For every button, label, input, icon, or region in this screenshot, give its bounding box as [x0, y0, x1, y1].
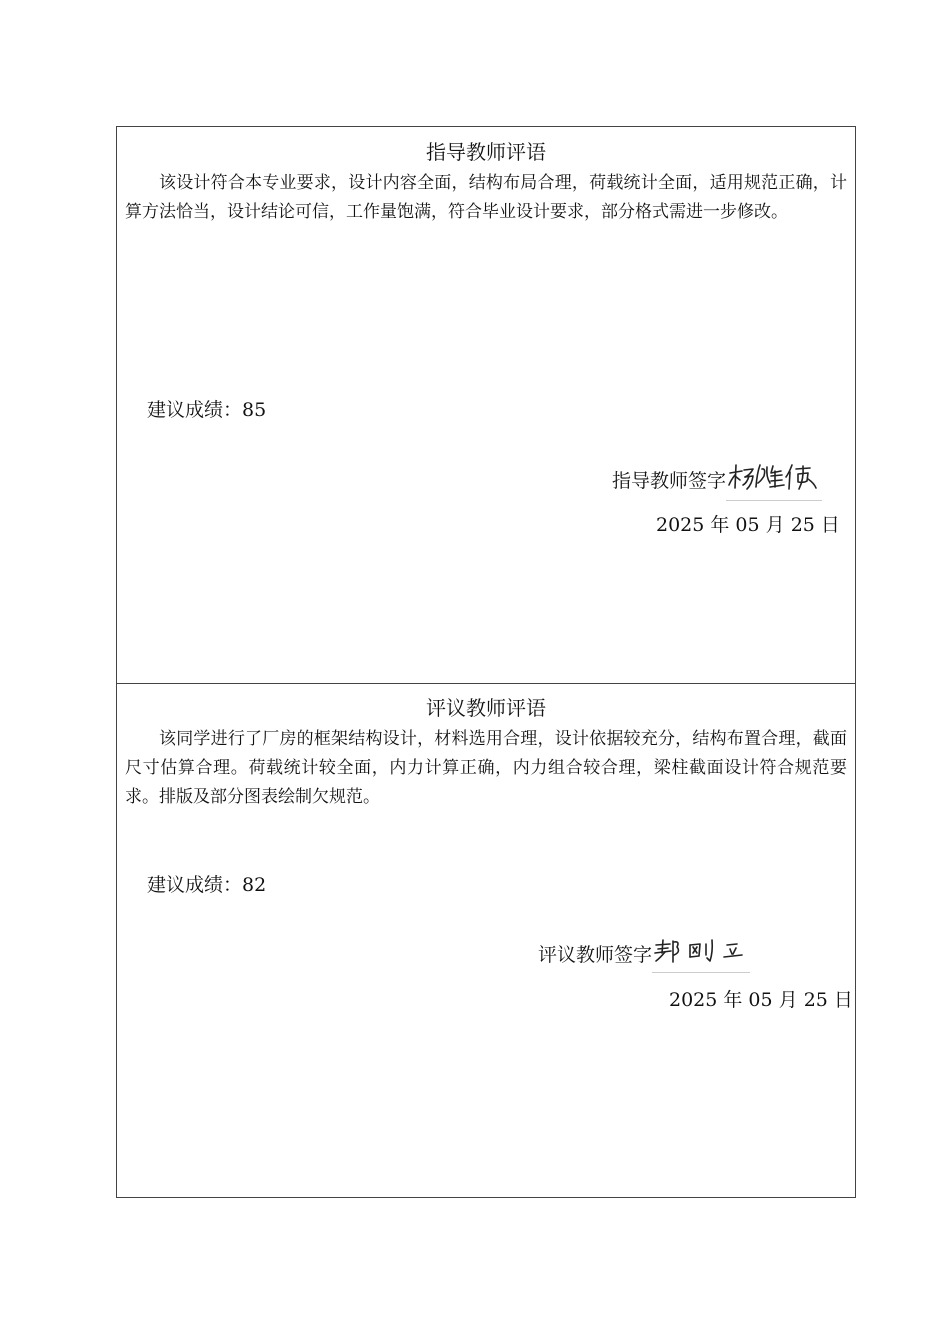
advisor-comment-section [117, 127, 855, 684]
reviewer-grade-label: 建议成绩： [147, 874, 243, 896]
reviewer-signature-row [538, 937, 750, 973]
reviewer-signature-image [652, 937, 750, 973]
reviewer-grade-value: 82 [242, 874, 267, 896]
advisor-handwritten-signature [726, 461, 822, 493]
advisor-grade-label: 建议成绩： [147, 399, 243, 421]
reviewer-handwritten-signature [652, 937, 750, 965]
reviewer-signature-label: 评议教师签字 [538, 944, 653, 966]
reviewer-comment-text: 该同学进行了厂房的框架结构设计，材料选用合理，设计依据较充分，结构布置合理，截面尺寸估算合理。荷载统计较全面，内力计算正确，内力组合较合理，梁柱截面设计符合规范要求。排版及部分图表绘制欠规范。 [125, 729, 847, 807]
advisor-section-heading: 指导教师评语 [426, 140, 546, 164]
reviewer-date: 2025 年 05 月 25 日 [669, 989, 853, 1011]
reviewer-comment-section [117, 683, 855, 1197]
advisor-grade-value: 85 [242, 399, 267, 421]
reviewer-grade [147, 872, 266, 898]
reviewer-section-heading: 评议教师评语 [426, 696, 546, 720]
advisor-signature-image [726, 461, 822, 501]
advisor-date: 2025 年 05 月 25 日 [656, 514, 840, 536]
advisor-comment-text: 该设计符合本专业要求，设计内容全面，结构布局合理，荷载统计全面，适用规范正确，计算方法恰当，设计结论可信，工作量饱满，符合毕业设计要求，部分格式需进一步修改。 [125, 173, 847, 222]
advisor-signature-label: 指导教师签字 [612, 470, 727, 492]
advisor-grade [147, 397, 266, 423]
advisor-signature-row [612, 461, 822, 501]
evaluation-form [116, 126, 856, 1198]
